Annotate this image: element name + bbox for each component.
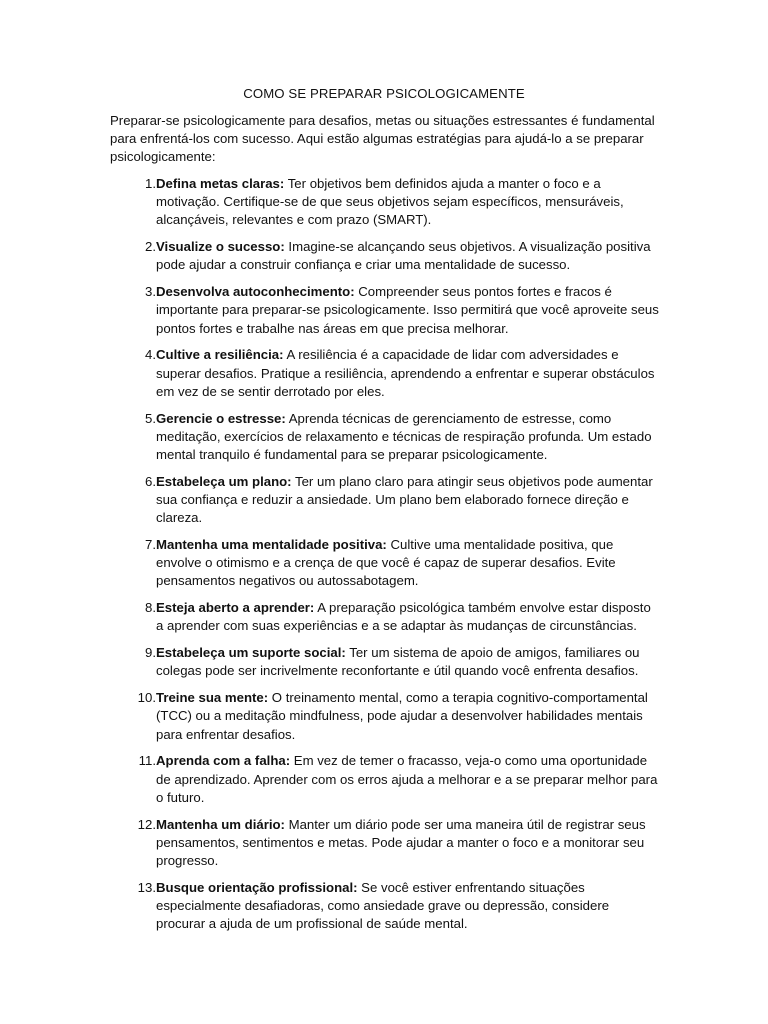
item-number: 2. xyxy=(145,239,156,255)
item-content xyxy=(156,410,660,465)
item-term: Esteja aberto a aprender: xyxy=(156,600,315,616)
item-content xyxy=(156,599,660,635)
list-item xyxy=(110,410,660,465)
item-content xyxy=(156,752,660,807)
item-number: 4. xyxy=(145,347,156,363)
item-term: Busque orientação profissional: xyxy=(156,879,358,895)
item-text: Compreender seus pontos fortes e fracos é importante para preparar-se psicologicamente. Isso permitirá que você aproveite seus pontos fortes e trabalhe nas áreas em que precisa melhorar. xyxy=(156,284,659,336)
list-item xyxy=(110,644,660,680)
list-item xyxy=(110,689,660,744)
strategy-list xyxy=(110,175,660,942)
list-item xyxy=(110,816,660,871)
item-content xyxy=(156,175,660,230)
item-term: Desenvolva autoconhecimento: xyxy=(156,284,355,300)
item-number: 8. xyxy=(145,600,156,616)
list-item xyxy=(110,175,660,230)
item-text: Em vez de temer o fracasso, veja-o como uma oportunidade de aprendizado. Aprender com os erros ajuda a melhorar e a se preparar melhor para o futuro. xyxy=(156,753,658,805)
item-content xyxy=(156,473,660,528)
item-text: Manter um diário pode ser uma maneira útil de registrar seus pensamentos, sentimentos e metas. Pode ajudar a manter o foco e a monitorar seu progresso. xyxy=(156,816,646,869)
list-item xyxy=(110,599,660,635)
item-content xyxy=(156,536,660,591)
item-term: Mantenha um diário: xyxy=(156,816,285,832)
item-text: O treinamento mental, como a terapia cognitivo-comportamental (TCC) ou a meditação mindfulness, pode ajudar a desenvolver habilidades mentais para enfrentar desafios. xyxy=(156,690,648,742)
item-content xyxy=(156,879,660,934)
list-item xyxy=(110,346,660,401)
list-item xyxy=(110,283,660,338)
item-term: Aprenda com a falha: xyxy=(156,753,291,769)
item-text: Ter objetivos bem definidos ajuda a manter o foco e a motivação. Certifique-se de que seus objetivos sejam específicos, mensuráveis, alcançáveis, relevantes e com prazo (SMART). xyxy=(156,176,624,228)
item-term: Defina metas claras: xyxy=(156,176,285,191)
item-text: Se você estiver enfrentando situações especialmente desafiadoras, como ansiedade grave ou depressão, considere procurar a ajuda de um profissional de saúde mental. xyxy=(156,879,610,932)
item-number: 10. xyxy=(137,690,156,706)
item-content xyxy=(156,689,660,744)
item-content xyxy=(156,283,660,338)
list-item xyxy=(110,238,660,274)
item-number: 5. xyxy=(145,410,156,426)
item-number: 6. xyxy=(145,473,156,489)
item-number: 13. xyxy=(137,879,156,895)
item-term: Cultive a resiliência: xyxy=(156,347,284,363)
item-term: Estabeleça um suporte social: xyxy=(156,645,346,661)
item-text: Cultive uma mentalidade positiva, que envolve o otimismo e a crença de que você é capaz de superar desafios. Evite pensamentos negativos ou autossabotagem. xyxy=(156,537,616,589)
item-text: A resiliência é a capacidade de lidar com adversidades e superar desafios. Pratique a resiliência, aprendendo a enfrentar e superar obstáculos em vez de se sentir derrotado por eles. xyxy=(156,347,655,399)
item-number: 1. xyxy=(145,176,156,191)
item-content xyxy=(156,644,660,680)
item-number: 7. xyxy=(145,537,156,553)
item-text: Aprenda técnicas de gerenciamento de estresse, como meditação, exercícios de relaxamento e técnicas de respiração profunda. Um estado mental tranquilo é fundamental para se preparar psicologicamente. xyxy=(156,410,652,463)
item-number: 9. xyxy=(145,645,156,661)
item-term: Gerencie o estresse: xyxy=(156,410,286,426)
list-item xyxy=(110,536,660,591)
list-item xyxy=(110,879,660,934)
item-text: A preparação psicológica também envolve estar disposto a aprender com suas experiências e a se adaptar às mudanças de circunstâncias. xyxy=(156,600,651,634)
item-content xyxy=(156,816,660,871)
item-number: 3. xyxy=(145,284,156,300)
item-text: Ter um sistema de apoio de amigos, familiares ou colegas pode ser incrivelmente reconfortante e útil quando você enfrenta desafios. xyxy=(156,645,640,679)
item-text: Ter um plano claro para atingir seus objetivos pode aumentar sua confiança e reduzir a ansiedade. Um plano bem elaborado fornece direção e clareza. xyxy=(156,473,653,526)
item-content xyxy=(156,346,660,401)
item-term: Treine sua mente: xyxy=(156,690,269,706)
list-item xyxy=(110,752,660,807)
page-title: COMO SE PREPARAR PSICOLOGICAMENTE xyxy=(243,86,525,101)
item-term: Mantenha uma mentalidade positiva: xyxy=(156,537,387,553)
intro-paragraph: Preparar-se psicologicamente para desafios, metas ou situações estressantes é fundamental para enfrentá-los com sucesso. Aqui estão algumas estratégias para ajudá-lo a se preparar psicologicamente: xyxy=(110,113,655,165)
item-content xyxy=(156,238,660,274)
list-item xyxy=(110,473,660,528)
item-text: Imagine-se alcançando seus objetivos. A visualização positiva pode ajudar a construir confiança e criar uma mentalidade de sucesso. xyxy=(156,239,651,273)
item-term: Visualize o sucesso: xyxy=(156,239,285,255)
item-number: 11. xyxy=(138,753,156,769)
item-number: 12. xyxy=(137,816,156,832)
item-term: Estabeleça um plano: xyxy=(156,473,292,489)
